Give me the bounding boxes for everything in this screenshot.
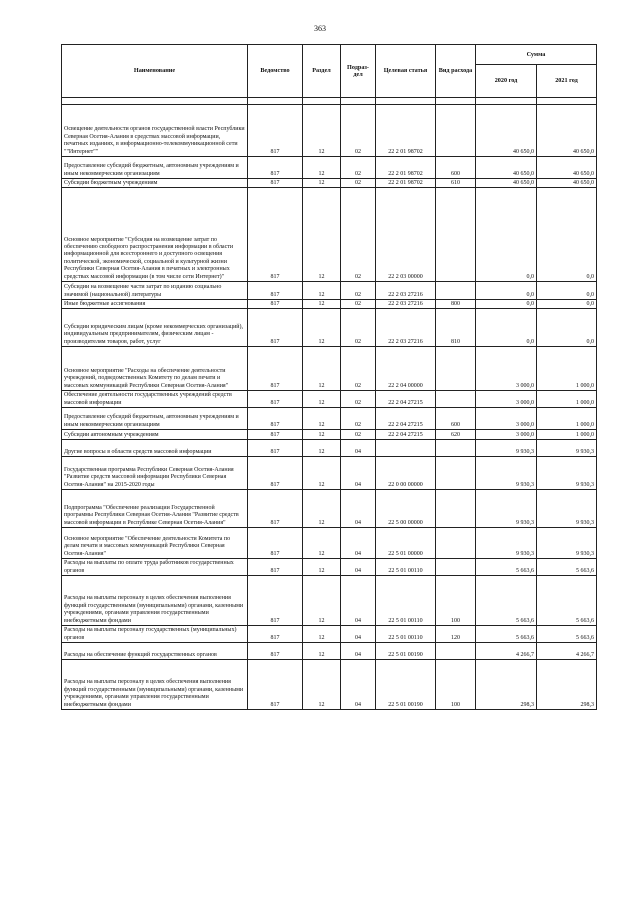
row-subsection: 04 bbox=[341, 440, 376, 457]
row-subsection: 02 bbox=[341, 105, 376, 157]
row-ministry: 817 bbox=[248, 408, 303, 430]
row-ministry: 817 bbox=[248, 300, 303, 309]
row-section: 12 bbox=[303, 157, 341, 179]
row-sum-2020: 9 930,3 bbox=[476, 457, 537, 490]
row-subsection: 02 bbox=[341, 282, 376, 300]
row-target: 22 0 00 00000 bbox=[376, 457, 436, 490]
row-target: 22 5 01 00000 bbox=[376, 528, 436, 559]
row-sum-2020: 9 930,3 bbox=[476, 490, 537, 528]
row-expense-type bbox=[436, 490, 476, 528]
table-row bbox=[62, 643, 597, 660]
row-target: 22 2 03 27216 bbox=[376, 309, 436, 347]
budget-table bbox=[61, 44, 597, 710]
row-sum-2020: 40 650,0 bbox=[476, 179, 537, 188]
row-sum-2021: 40 650,0 bbox=[537, 105, 597, 157]
row-subsection: 04 bbox=[341, 457, 376, 490]
row-sum-2021: 1 000,0 bbox=[537, 408, 597, 430]
row-name: Субсидии автономным учреждениям bbox=[62, 430, 248, 440]
row-name: Субсидии на возмещение части затрат по изданию социально значимой (национальной) литературы bbox=[62, 282, 248, 300]
row-name: Субсидии юридическим лицам (кроме некоммерческих организаций), индивидуальным предпринимателям, физическим лицам - производителям товаров, работ, услуг bbox=[62, 309, 248, 347]
row-section: 12 bbox=[303, 105, 341, 157]
row-sum-2020: 5 663,6 bbox=[476, 576, 537, 626]
spacer-row bbox=[62, 98, 597, 105]
row-name: Основное мероприятие "Субсидия на возмещение затрат по обеспечению свободного распространения информации в области информационной для всестороннего и доступного освещения политической, экономической, социальной и культурной жизни Республики Северная Осетия-Алания в печатных и электронных средствах массовой информации (в том числе сети Интернет)" bbox=[62, 188, 248, 282]
row-ministry: 817 bbox=[248, 576, 303, 626]
row-name: Расходы на обеспечение функций государственных органов bbox=[62, 643, 248, 660]
row-name: Иные бюджетные ассигнования bbox=[62, 300, 248, 309]
row-sum-2020: 0,0 bbox=[476, 188, 537, 282]
row-target: 22 2 03 27216 bbox=[376, 282, 436, 300]
table-row bbox=[62, 430, 597, 440]
row-section: 12 bbox=[303, 309, 341, 347]
row-sum-2020: 0,0 bbox=[476, 309, 537, 347]
row-ministry: 817 bbox=[248, 179, 303, 188]
row-name: Основное мероприятие "Расходы на обеспечение деятельности учреждений, подведомственных Комитету по делам печати и массовых коммуникаций Республики Северная Осетия-Алания" bbox=[62, 347, 248, 391]
row-target: 22 5 01 00110 bbox=[376, 626, 436, 643]
header-name: Наименование bbox=[62, 45, 248, 98]
row-subsection: 04 bbox=[341, 576, 376, 626]
row-sum-2020: 40 650,0 bbox=[476, 105, 537, 157]
row-target bbox=[376, 440, 436, 457]
row-expense-type bbox=[436, 188, 476, 282]
row-section: 12 bbox=[303, 440, 341, 457]
row-sum-2020: 5 663,6 bbox=[476, 626, 537, 643]
row-subsection: 02 bbox=[341, 179, 376, 188]
row-expense-type bbox=[436, 391, 476, 408]
row-sum-2021: 40 650,0 bbox=[537, 179, 597, 188]
header-year-2021: 2021 год bbox=[537, 65, 597, 98]
row-section: 12 bbox=[303, 457, 341, 490]
row-subsection: 02 bbox=[341, 309, 376, 347]
row-target: 22 5 01 00190 bbox=[376, 643, 436, 660]
row-ministry: 817 bbox=[248, 391, 303, 408]
row-expense-type bbox=[436, 347, 476, 391]
row-ministry: 817 bbox=[248, 157, 303, 179]
row-sum-2021: 1 000,0 bbox=[537, 391, 597, 408]
row-expense-type bbox=[436, 643, 476, 660]
row-sum-2020: 9 930,3 bbox=[476, 440, 537, 457]
row-target: 22 5 01 00110 bbox=[376, 576, 436, 626]
row-expense-type bbox=[436, 559, 476, 576]
row-ministry: 817 bbox=[248, 490, 303, 528]
row-expense-type bbox=[436, 457, 476, 490]
row-target: 22 2 03 27216 bbox=[376, 300, 436, 309]
row-section: 12 bbox=[303, 559, 341, 576]
table-row bbox=[62, 391, 597, 408]
table-row bbox=[62, 105, 597, 157]
row-name: Субсидии бюджетным учреждениям bbox=[62, 179, 248, 188]
row-ministry: 817 bbox=[248, 347, 303, 391]
row-ministry: 817 bbox=[248, 457, 303, 490]
table-row bbox=[62, 309, 597, 347]
row-subsection: 04 bbox=[341, 490, 376, 528]
row-ministry: 817 bbox=[248, 282, 303, 300]
row-sum-2020: 298,3 bbox=[476, 660, 537, 710]
row-expense-type: 120 bbox=[436, 626, 476, 643]
row-subsection: 02 bbox=[341, 157, 376, 179]
row-subsection: 02 bbox=[341, 347, 376, 391]
table-row bbox=[62, 179, 597, 188]
row-target: 22 2 03 00000 bbox=[376, 188, 436, 282]
row-sum-2021: 298,3 bbox=[537, 660, 597, 710]
row-ministry: 817 bbox=[248, 440, 303, 457]
row-target: 22 2 04 27215 bbox=[376, 430, 436, 440]
row-sum-2020: 9 930,3 bbox=[476, 528, 537, 559]
row-sum-2021: 1 000,0 bbox=[537, 347, 597, 391]
row-sum-2021: 5 663,6 bbox=[537, 559, 597, 576]
table-row bbox=[62, 559, 597, 576]
header-expense-type: Вид расхода bbox=[436, 45, 476, 98]
row-ministry: 817 bbox=[248, 626, 303, 643]
row-name: Расходы на выплаты персоналу в целях обеспечения выполнения функций государственными (муниципальными) органами, казенными учреждениями, органами управления государственными внебюджетными фондами bbox=[62, 660, 248, 710]
row-sum-2021: 5 663,6 bbox=[537, 576, 597, 626]
row-sum-2021: 0,0 bbox=[537, 300, 597, 309]
row-target: 22 5 01 00110 bbox=[376, 559, 436, 576]
header-section: Раздел bbox=[303, 45, 341, 98]
table-row bbox=[62, 440, 597, 457]
header-target: Целевая статья bbox=[376, 45, 436, 98]
row-sum-2020: 3 000,0 bbox=[476, 408, 537, 430]
row-sum-2021: 9 930,3 bbox=[537, 457, 597, 490]
row-expense-type: 600 bbox=[436, 157, 476, 179]
header-subsection: Подраз-дел bbox=[341, 45, 376, 98]
row-target: 22 2 04 27215 bbox=[376, 408, 436, 430]
row-sum-2021: 0,0 bbox=[537, 282, 597, 300]
row-section: 12 bbox=[303, 430, 341, 440]
row-ministry: 817 bbox=[248, 559, 303, 576]
row-subsection: 04 bbox=[341, 660, 376, 710]
header-ministry: Ведомство bbox=[248, 45, 303, 98]
row-ministry: 817 bbox=[248, 105, 303, 157]
row-subsection: 04 bbox=[341, 559, 376, 576]
row-name: Другие вопросы в области средств массовой информации bbox=[62, 440, 248, 457]
row-section: 12 bbox=[303, 347, 341, 391]
table-row bbox=[62, 157, 597, 179]
row-subsection: 02 bbox=[341, 430, 376, 440]
row-section: 12 bbox=[303, 282, 341, 300]
row-sum-2021: 0,0 bbox=[537, 188, 597, 282]
row-expense-type: 620 bbox=[436, 430, 476, 440]
row-name: Предоставление субсидий бюджетным, автономным учреждениям и иным некоммерческим организациям bbox=[62, 408, 248, 430]
table-row bbox=[62, 282, 597, 300]
row-sum-2021: 4 266,7 bbox=[537, 643, 597, 660]
row-name: Основное мероприятие "Обеспечение деятельности Комитета по делам печати и массовых коммуникаций Республики Северная Осетия-Алания" bbox=[62, 528, 248, 559]
row-sum-2020: 4 266,7 bbox=[476, 643, 537, 660]
row-name: Расходы на выплаты персоналу государственных (муниципальных) органов bbox=[62, 626, 248, 643]
row-target: 22 2 04 27215 bbox=[376, 391, 436, 408]
row-section: 12 bbox=[303, 643, 341, 660]
row-target: 22 2 01 98702 bbox=[376, 179, 436, 188]
row-section: 12 bbox=[303, 660, 341, 710]
row-expense-type bbox=[436, 282, 476, 300]
row-sum-2020: 3 000,0 bbox=[476, 347, 537, 391]
row-ministry: 817 bbox=[248, 430, 303, 440]
row-sum-2020: 0,0 bbox=[476, 300, 537, 309]
row-sum-2020: 3 000,0 bbox=[476, 430, 537, 440]
row-sum-2021: 9 930,3 bbox=[537, 490, 597, 528]
row-sum-2021: 1 000,0 bbox=[537, 430, 597, 440]
row-name: Расходы на выплаты персоналу в целях обеспечения выполнения функций государственными (муниципальными) органами, казенными учреждениями, органами управления государственными внебюджетными фондами bbox=[62, 576, 248, 626]
row-sum-2020: 3 000,0 bbox=[476, 391, 537, 408]
row-section: 12 bbox=[303, 576, 341, 626]
row-expense-type: 800 bbox=[436, 300, 476, 309]
table-row bbox=[62, 347, 597, 391]
row-sum-2020: 40 650,0 bbox=[476, 157, 537, 179]
table-row bbox=[62, 528, 597, 559]
row-section: 12 bbox=[303, 188, 341, 282]
row-expense-type bbox=[436, 440, 476, 457]
table-row bbox=[62, 626, 597, 643]
row-section: 12 bbox=[303, 528, 341, 559]
row-subsection: 04 bbox=[341, 643, 376, 660]
table-row bbox=[62, 576, 597, 626]
page-number: 363 bbox=[314, 24, 326, 33]
row-sum-2021: 9 930,3 bbox=[537, 440, 597, 457]
table-row bbox=[62, 300, 597, 309]
row-name: Освещение деятельности органов государственной власти Республики Северная Осетия-Алания в средствах массовой информации, печатных изданиях, в информационно-телекоммуникационной сети ""Интернет"" bbox=[62, 105, 248, 157]
table-row bbox=[62, 188, 597, 282]
header-sum: Сумма bbox=[476, 45, 597, 65]
row-expense-type: 610 bbox=[436, 179, 476, 188]
row-sum-2021: 40 650,0 bbox=[537, 157, 597, 179]
row-subsection: 04 bbox=[341, 528, 376, 559]
row-section: 12 bbox=[303, 179, 341, 188]
row-expense-type: 100 bbox=[436, 660, 476, 710]
row-name: Расходы на выплаты по оплате труда работников государственных органов bbox=[62, 559, 248, 576]
row-target: 22 2 01 98702 bbox=[376, 105, 436, 157]
row-section: 12 bbox=[303, 490, 341, 528]
row-ministry: 817 bbox=[248, 309, 303, 347]
row-subsection: 02 bbox=[341, 408, 376, 430]
row-expense-type bbox=[436, 528, 476, 559]
row-section: 12 bbox=[303, 626, 341, 643]
row-name: Предоставление субсидий бюджетным, автономным учреждениям и иным некоммерческим организациям bbox=[62, 157, 248, 179]
row-expense-type bbox=[436, 105, 476, 157]
row-subsection: 02 bbox=[341, 300, 376, 309]
row-name: Обеспечение деятельности государственных учреждений средств массовой информации bbox=[62, 391, 248, 408]
row-expense-type: 600 bbox=[436, 408, 476, 430]
row-name: Подпрограмма "Обеспечение реализации Государственной программы Республики Северная Осетия-Алания "Развитие средств массовой информации в Республике Северная Осетия-Алания" bbox=[62, 490, 248, 528]
row-name: Государственная программа Республики Северная Осетия-Алания "Развитие средств массовой информации Республики Северная Осетия-Алания" на 2015-2020 годы bbox=[62, 457, 248, 490]
row-ministry: 817 bbox=[248, 660, 303, 710]
row-ministry: 817 bbox=[248, 643, 303, 660]
row-ministry: 817 bbox=[248, 528, 303, 559]
row-sum-2020: 0,0 bbox=[476, 282, 537, 300]
header-year-2020: 2020 год bbox=[476, 65, 537, 98]
table-row bbox=[62, 457, 597, 490]
row-subsection: 04 bbox=[341, 626, 376, 643]
row-section: 12 bbox=[303, 300, 341, 309]
row-ministry: 817 bbox=[248, 188, 303, 282]
row-target: 22 5 01 00190 bbox=[376, 660, 436, 710]
row-expense-type: 810 bbox=[436, 309, 476, 347]
row-target: 22 5 00 00000 bbox=[376, 490, 436, 528]
row-target: 22 2 01 98702 bbox=[376, 157, 436, 179]
row-sum-2021: 9 930,3 bbox=[537, 528, 597, 559]
row-target: 22 2 04 00000 bbox=[376, 347, 436, 391]
row-sum-2021: 0,0 bbox=[537, 309, 597, 347]
table-row bbox=[62, 490, 597, 528]
row-section: 12 bbox=[303, 391, 341, 408]
row-subsection: 02 bbox=[341, 391, 376, 408]
row-sum-2021: 5 663,6 bbox=[537, 626, 597, 643]
row-subsection: 02 bbox=[341, 188, 376, 282]
table-row bbox=[62, 660, 597, 710]
table-row bbox=[62, 408, 597, 430]
row-section: 12 bbox=[303, 408, 341, 430]
row-sum-2020: 5 663,6 bbox=[476, 559, 537, 576]
row-expense-type: 100 bbox=[436, 576, 476, 626]
